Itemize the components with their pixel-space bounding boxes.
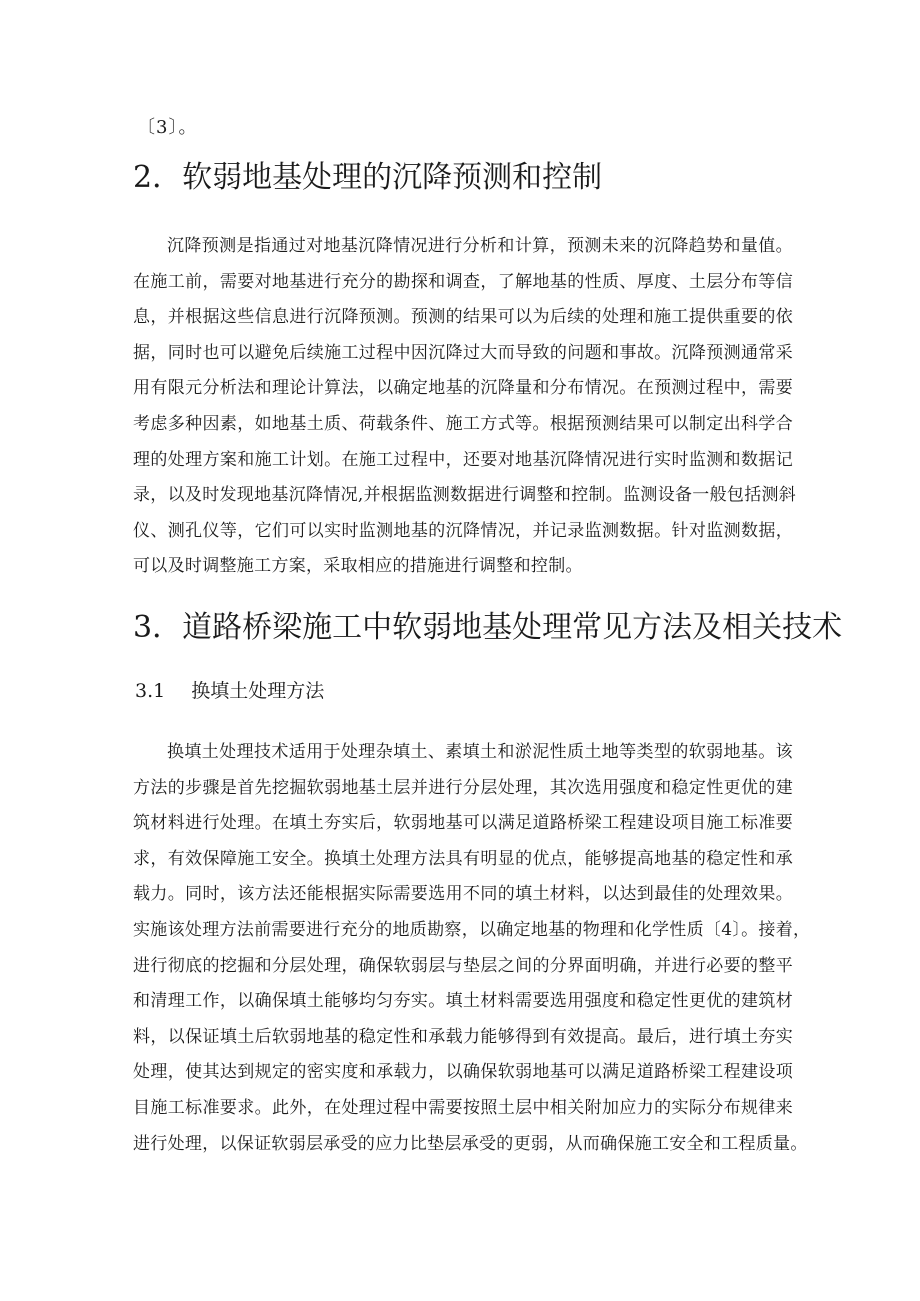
paragraph-line: 可以及时调整施工方案，采取相应的措施进行调整和控制。 (133, 556, 583, 577)
paragraph-line: 理的处理方案和施工计划。在施工过程中，还要对地基沉降情况进行实时监测和数据记 (133, 449, 793, 470)
paragraph-line: 仪、测孔仪等，它们可以实时监测地基的沉降情况，并记录监测数据。针对监测数据， (133, 520, 793, 541)
section-2-paragraph (133, 229, 797, 585)
paragraph-line: 进行彻底的挖掘和分层处理，确保软弱层与垫层之间的分界面明确，并进行必要的整平 (133, 955, 793, 976)
paragraph-line: 考虑多种因素，如地基土质、荷载条件、施工方式等。根据预测结果可以制定出科学合 (133, 413, 793, 434)
paragraph-line: 在施工前，需要对地基进行充分的勘探和调查，了解地基的性质、厚度、土层分布等信 (133, 271, 793, 292)
citation-fragment: 〔3〕。 (137, 117, 198, 138)
paragraph-line: 载力。同时，该方法还能根据实际需要选用不同的填土材料，以达到最佳的处理效果。 (133, 884, 793, 905)
subsection-3-1-paragraph (133, 735, 811, 1162)
paragraph-line: 筑材料进行处理。在填土夯实后，软弱地基可以满足道路桥梁工程建设项目施工标准要 (133, 813, 793, 834)
paragraph-line: 处理，使其达到规定的密实度和承载力，以确保软弱地基可以满足道路桥梁工程建设项 (133, 1062, 793, 1083)
section-3-heading: 3．道路桥梁施工中软弱地基处理常见方法及相关技术 (133, 610, 843, 645)
paragraph-line: 方法的步骤是首先挖掘软弱地基土层并进行分层处理，其次选用强度和稳定性更优的建 (133, 777, 793, 798)
paragraph-line: 求，有效保障施工安全。换填土处理方法具有明显的优点，能够提高地基的稳定性和承 (133, 848, 793, 869)
section-2-heading: 2．软弱地基处理的沉降预测和控制 (133, 160, 603, 195)
paragraph-line: 用有限元分析法和理论计算法，以确定地基的沉降量和分布情况。在预测过程中，需要 (133, 378, 793, 399)
paragraph-line: 目施工标准要求。此外，在处理过程中需要按照土层中相关附加应力的实际分布规律来 (133, 1097, 793, 1118)
paragraph-line: 录，以及时发现地基沉降情况,并根据监测数据进行调整和控制。监测设备一般包括测斜 (133, 485, 797, 506)
subsection-number: 3.1 (135, 680, 166, 702)
paragraph-line: 和清理工作，以确保填土能够均匀夯实。填土材料需要选用强度和稳定性更优的建筑材 (133, 991, 793, 1012)
paragraph-line: 息，并根据这些信息进行沉降预测。预测的结果可以为后续的处理和施工提供重要的依 (133, 307, 793, 328)
paragraph-line: 实施该处理方法前需要进行充分的地质勘察，以确定地基的物理和化学性质〔4〕。接着， (133, 919, 811, 940)
subsection-3-1-heading (135, 676, 324, 706)
paragraph-line: 进行处理，以保证软弱层承受的应力比垫层承受的更弱，从而确保施工安全和工程质量。 (133, 1133, 808, 1154)
paragraph-line: 据，同时也可以避免后续施工过程中因沉降过大而导致的问题和事故。沉降预测通常采 (133, 342, 793, 363)
subsection-title: 换填土处理方法 (191, 680, 325, 702)
paragraph-line: 料，以保证填土后软弱地基的稳定性和承载力能够得到有效提高。最后，进行填土夯实 (133, 1026, 793, 1047)
paragraph-line: 沉降预测是指通过对地基沉降情况进行分析和计算，预测未来的沉降趋势和量值。 (167, 236, 793, 256)
paragraph-line: 换填土处理技术适用于处理杂填土、素填土和淤泥性质土地等类型的软弱地基。该 (167, 742, 793, 762)
